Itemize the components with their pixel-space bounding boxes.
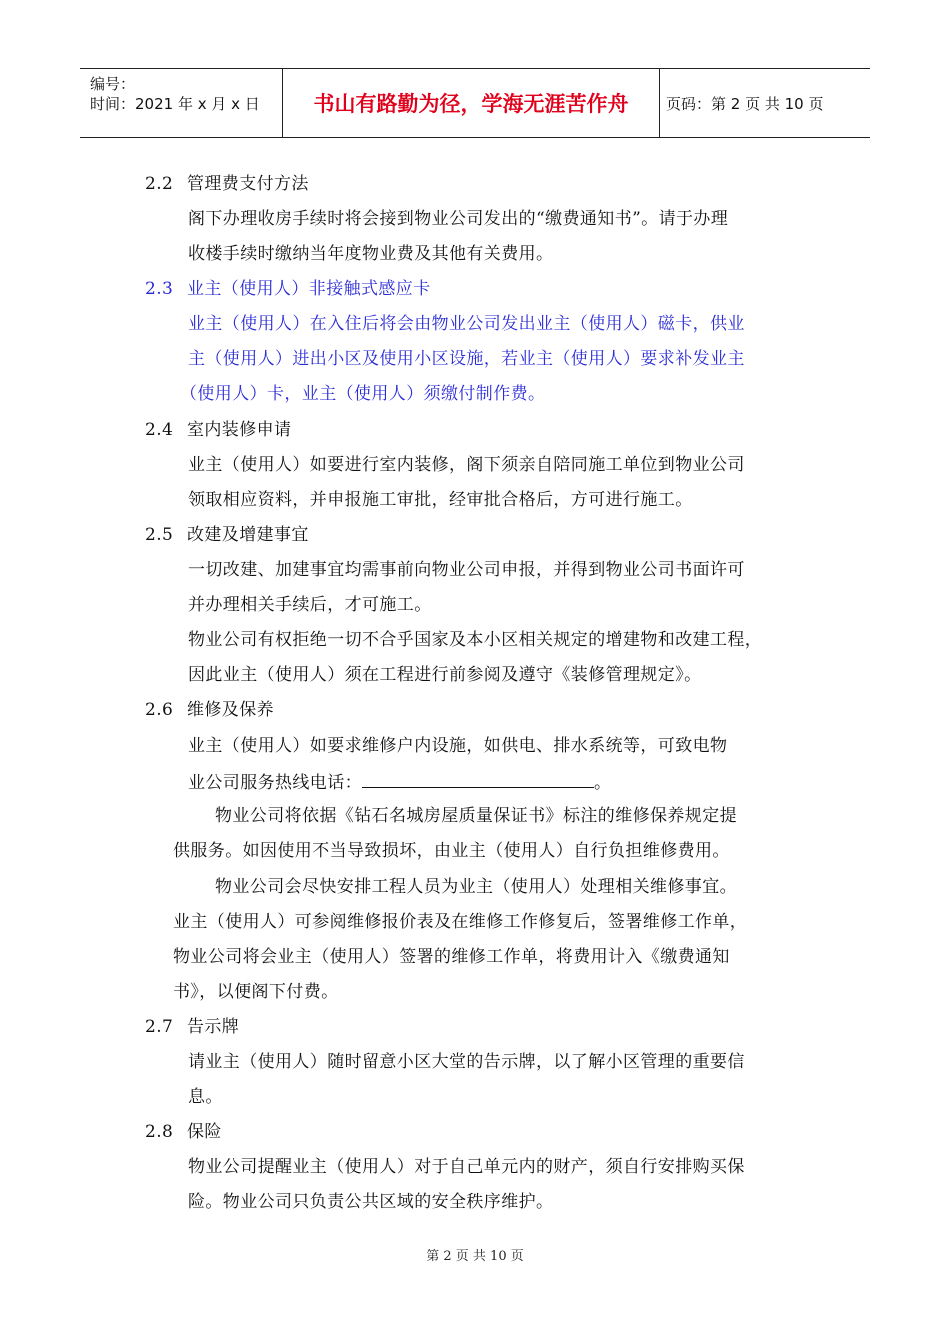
section-2-5-heading: 2.5 改建及增建事宜 [145, 525, 309, 545]
paragraph-line: 物业公司提醒业主（使用人）对于自己单元内的财产，须自行安排购买保 [188, 1157, 745, 1177]
number-label: 编号： [90, 75, 136, 93]
paragraph-line: （使用人）卡，业主（使用人）须缴付制作费。 [180, 384, 546, 404]
section-2-7-heading: 2.7 告示牌 [145, 1017, 240, 1037]
hotline-blank [362, 769, 594, 788]
paragraph-line: 主（使用人）进出小区及使用小区设施，若业主（使用人）要求补发业主 [188, 349, 745, 369]
paragraph-line: 险。物业公司只负责公共区域的安全秩序维护。 [188, 1192, 554, 1212]
paragraph-line: 息。 [188, 1087, 223, 1107]
section-2-4-heading: 2.4 室内装修申请 [145, 420, 292, 440]
paragraph-line: 业主（使用人）在入住后将会由物业公司发出业主（使用人）磁卡，供业 [188, 314, 745, 334]
paragraph-line: 业主（使用人）如要进行室内装修，阁下须亲自陪同施工单位到物业公司 [188, 455, 745, 475]
page-footer: 第 2 页 共 10 页 [426, 1249, 524, 1264]
header-motto: 书山有路勤为径，学海无涯苦作舟 [282, 69, 660, 137]
paragraph-line: 阁下办理收房手续时将会接到物业公司发出的“缴费通知书”。请于办理 [188, 209, 729, 229]
paragraph-line: 收楼手续时缴纳当年度物业费及其他有关费用。 [188, 244, 554, 264]
paragraph-line: 因此业主（使用人）须在工程进行前参阅及遵守《装修管理规定》。 [188, 665, 702, 685]
paragraph-line: 物业公司将依据《钻石名城房屋质量保证书》标注的维修保养规定提 [215, 806, 737, 826]
paragraph-line: 一切改建、加建事宜均需事前向物业公司申报，并得到物业公司书面许可 [188, 560, 745, 580]
page-header [80, 68, 870, 138]
hotline-line: 业公司服务热线电话： 。 [188, 769, 611, 795]
header-page-info [660, 69, 870, 137]
paragraph-line: 业主（使用人）如要求维修户内设施，如供电、排水系统等，可致电物 [188, 736, 728, 756]
paragraph-line: 物业公司将会业主（使用人）签署的维修工作单，将费用计入《缴费通知 [173, 947, 730, 967]
paragraph-line: 领取相应资料，并申报施工审批，经审批合格后，方可进行施工。 [188, 490, 693, 510]
paragraph-line: 物业公司会尽快安排工程人员为业主（使用人）处理相关维修事宜。 [215, 877, 737, 897]
time-label: 时间：2021 年 x 月 x 日 [90, 95, 260, 113]
paragraph-line: 并办理相关手续后，才可施工。 [188, 595, 432, 615]
paragraph-line: 业主（使用人）可参阅维修报价表及在维修工作修复后，签署维修工作单， [173, 912, 748, 932]
paragraph-line: 供服务。如因使用不当导致损坏，由业主（使用人）自行负担维修费用。 [173, 841, 730, 861]
section-2-2-heading: 2.2 管理费支付方法 [145, 174, 309, 194]
paragraph-line: 请业主（使用人）随时留意小区大堂的告示牌，以了解小区管理的重要信 [188, 1052, 745, 1072]
page-info-text: 页码：第 2 页 共 10 页 [666, 94, 824, 113]
header-meta [80, 69, 280, 137]
section-2-3-heading: 2.3 业主（使用人）非接触式感应卡 [145, 279, 431, 299]
paragraph-line: 物业公司有权拒绝一切不合乎国家及本小区相关规定的增建物和改建工程， [188, 630, 763, 650]
paragraph-line: 书》，以便阁下付费。 [173, 982, 339, 1002]
section-2-8-heading: 2.8 保险 [145, 1122, 222, 1142]
section-2-6-heading: 2.6 维修及保养 [145, 700, 274, 720]
